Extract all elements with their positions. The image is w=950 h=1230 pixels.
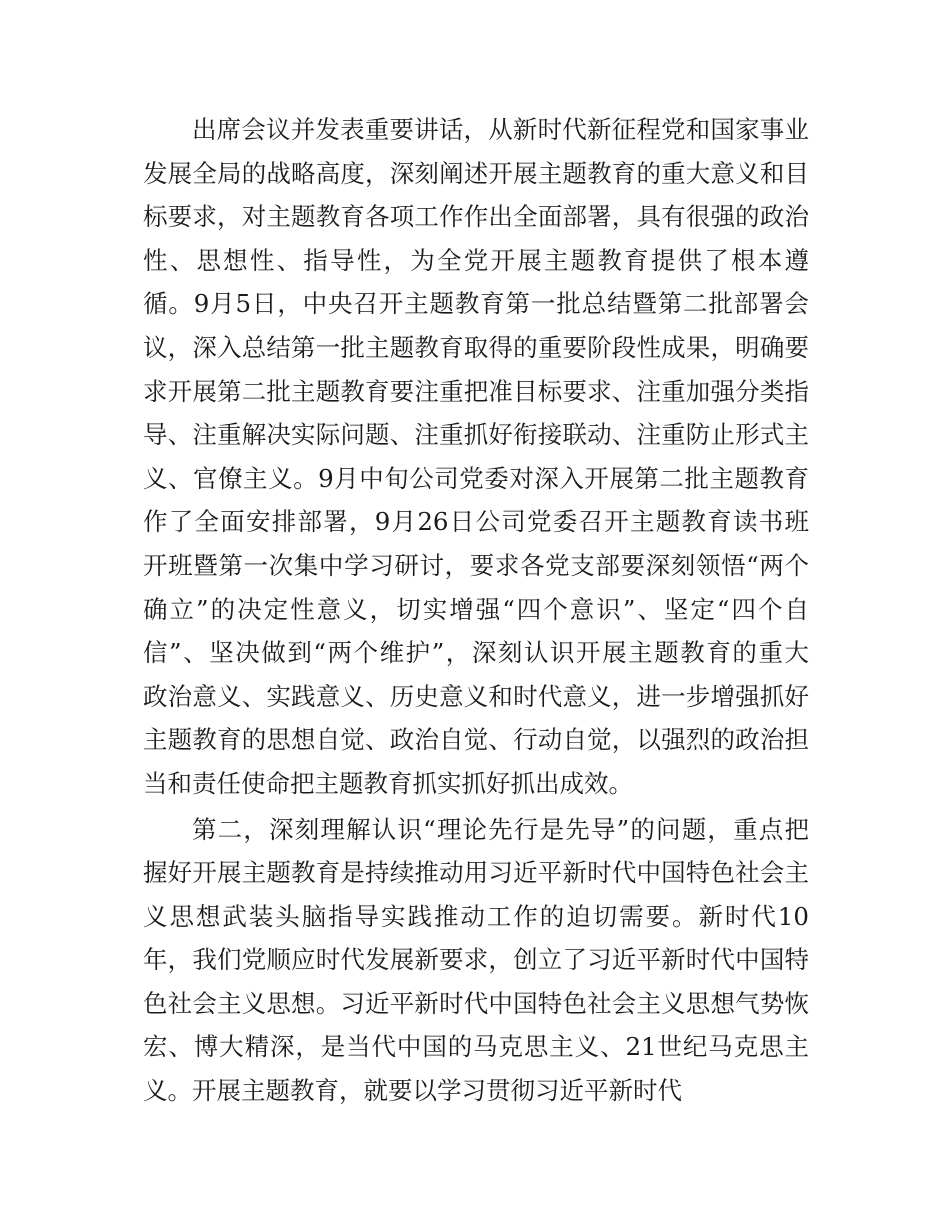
text-line: 色社会主义思想。习近平新时代中国特色社会主义思想气势恢 [143,988,809,1018]
text-line: 握好开展主题教育是持续推动用习近平新时代中国特色社会主 [143,858,809,888]
text-line: 年，我们党顺应时代发展新要求，创立了习近平新时代中国特 [143,945,809,975]
text-line: 议，深入总结第一批主题教育取得的重要阶段性成果，明确要 [143,332,809,362]
text-line: 确立”的决定性意义，切实增强“四个意识”、坚定“四个自 [143,594,809,624]
text-line: 宏、博大精深，是当代中国的马克思主义、21世纪马克思主 [143,1032,809,1062]
text-line: 作了全面安排部署，9月26日公司党委召开主题教育读书班 [143,507,809,537]
text-line: 出席会议并发表重要讲话，从新时代新征程党和国家事业 [192,115,809,144]
text-line: 第二，深刻理解认识“理论先行是先导”的问题，重点把 [192,814,809,844]
text-line: 性、思想性、指导性，为全党开展主题教育提供了根本遵 [143,245,809,275]
text-line: 义。开展主题教育，就要以学习贯彻习近平新时代 [143,1076,682,1106]
text-line: 标要求，对主题教育各项工作作出全面部署，具有很强的政治 [143,202,809,232]
text-line: 政治意义、实践意义、历史意义和时代意义，进一步增强抓好 [143,681,809,711]
text-line: 义思想武装头脑指导实践推动工作的迫切需要。新时代10 [143,901,809,931]
document-body [143,108,809,1113]
text-line: 循。9月5日，中央召开主题教育第一批总结暨第二批部署会 [143,289,809,319]
text-line: 当和责任使命把主题教育抓实抓好抓出成效。 [143,768,633,798]
text-line: 主题教育的思想自觉、政治自觉、行动自觉，以强烈的政治担 [143,725,809,755]
text-line: 义、官僚主义。9月中旬公司党委对深入开展第二批主题教育 [143,463,809,493]
text-line: 信”、坚决做到“两个维护”，深刻认识开展主题教育的重大 [143,638,809,668]
text-line: 导、注重解决实际问题、注重抓好衔接联动、注重防止形式主 [143,420,809,450]
paragraph-2 [143,808,809,1113]
paragraph-1 [143,108,809,806]
text-line: 求开展第二批主题教育要注重把准目标要求、注重加强分类指 [143,376,809,406]
text-line: 开班暨第一次集中学习研讨，要求各党支部要深刻领悟“两个 [143,550,809,580]
text-line: 发展全局的战略高度，深刻阐述开展主题教育的重大意义和目 [143,158,809,188]
